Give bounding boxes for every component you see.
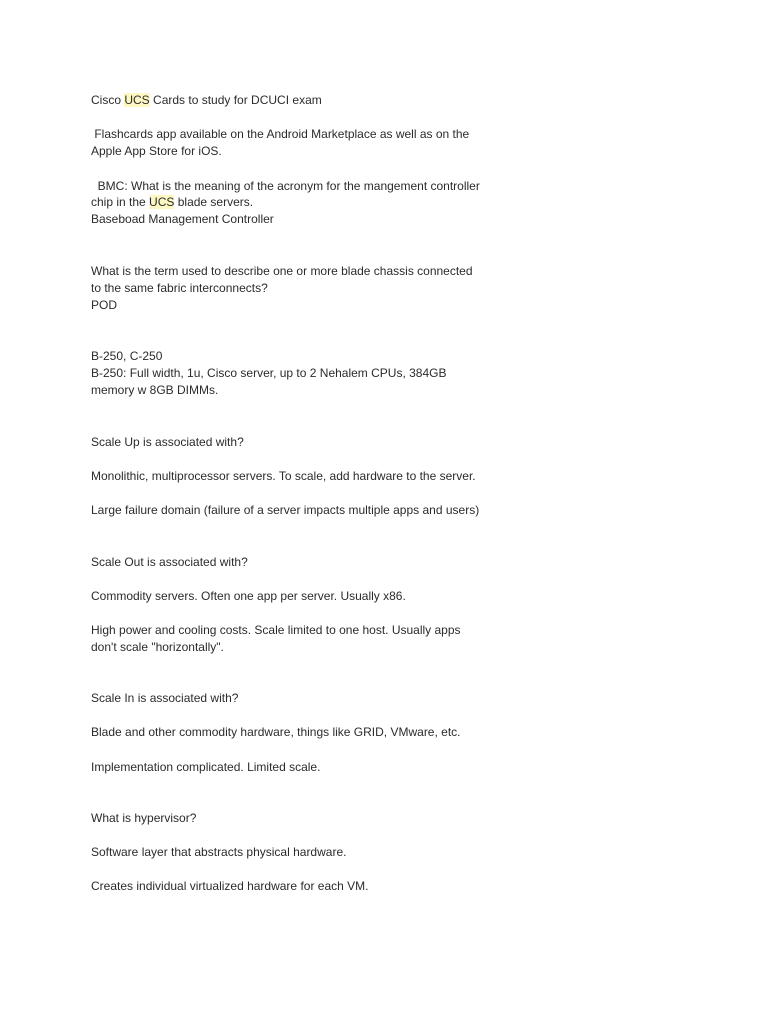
scale-up-answer-1: Monolithic, multiprocessor servers. To scale, add hardware to the server. bbox=[91, 469, 476, 483]
scale-in-answer-1: Blade and other commodity hardware, things like GRID, VMware, etc. bbox=[91, 725, 461, 739]
hypervisor-answer-2: Creates individual virtualized hardware for each VM. bbox=[91, 879, 369, 893]
intro-line-2: Apple App Store for iOS. bbox=[91, 144, 222, 158]
search-highlight: UCS bbox=[149, 195, 175, 209]
scale-out-question: Scale Out is associated with? bbox=[91, 555, 248, 569]
bmc-question-line-1: BMC: What is the meaning of the acronym for the mangement controller bbox=[91, 179, 480, 193]
b250-answer-line-1: B-250: Full width, 1u, Cisco server, up to 2 Nehalem CPUs, 384GB bbox=[91, 366, 447, 380]
bmc-line2-start: chip in the bbox=[91, 195, 150, 209]
bmc-question-line-2 bbox=[91, 194, 253, 212]
scale-in-question: Scale In is associated with? bbox=[91, 691, 239, 705]
bmc-answer: Baseboad Management Controller bbox=[91, 212, 274, 226]
intro-line-1: Flashcards app available on the Android Marketplace as well as on the bbox=[91, 127, 470, 141]
scale-out-answer-2-line-1: High power and cooling costs. Scale limited to one host. Usually apps bbox=[91, 623, 461, 637]
b250-heading: B-250, C-250 bbox=[91, 349, 163, 363]
title-text-start: Cisco bbox=[91, 93, 125, 107]
pod-question-line-1: What is the term used to describe one or more blade chassis connected bbox=[91, 264, 473, 278]
pod-answer: POD bbox=[91, 298, 118, 312]
scale-out-answer-2-line-2: don't scale "horizontally". bbox=[91, 640, 224, 654]
hypervisor-question: What is hypervisor? bbox=[91, 811, 197, 825]
scale-out-answer-1: Commodity servers. Often one app per server. Usually x86. bbox=[91, 589, 406, 603]
scale-in-answer-2: Implementation complicated. Limited scale. bbox=[91, 760, 321, 774]
document-title bbox=[91, 92, 322, 110]
pod-question-line-2: to the same fabric interconnects? bbox=[91, 281, 268, 295]
scale-up-question: Scale Up is associated with? bbox=[91, 435, 244, 449]
bmc-line2-end: blade servers. bbox=[174, 195, 254, 209]
search-highlight: UCS bbox=[124, 93, 150, 107]
title-text-end: Cards to study for DCUCI exam bbox=[149, 93, 322, 107]
b250-answer-line-2: memory w 8GB DIMMs. bbox=[91, 383, 219, 397]
scale-up-answer-2: Large failure domain (failure of a server impacts multiple apps and users) bbox=[91, 503, 480, 517]
hypervisor-answer-1: Software layer that abstracts physical hardware. bbox=[91, 845, 347, 859]
